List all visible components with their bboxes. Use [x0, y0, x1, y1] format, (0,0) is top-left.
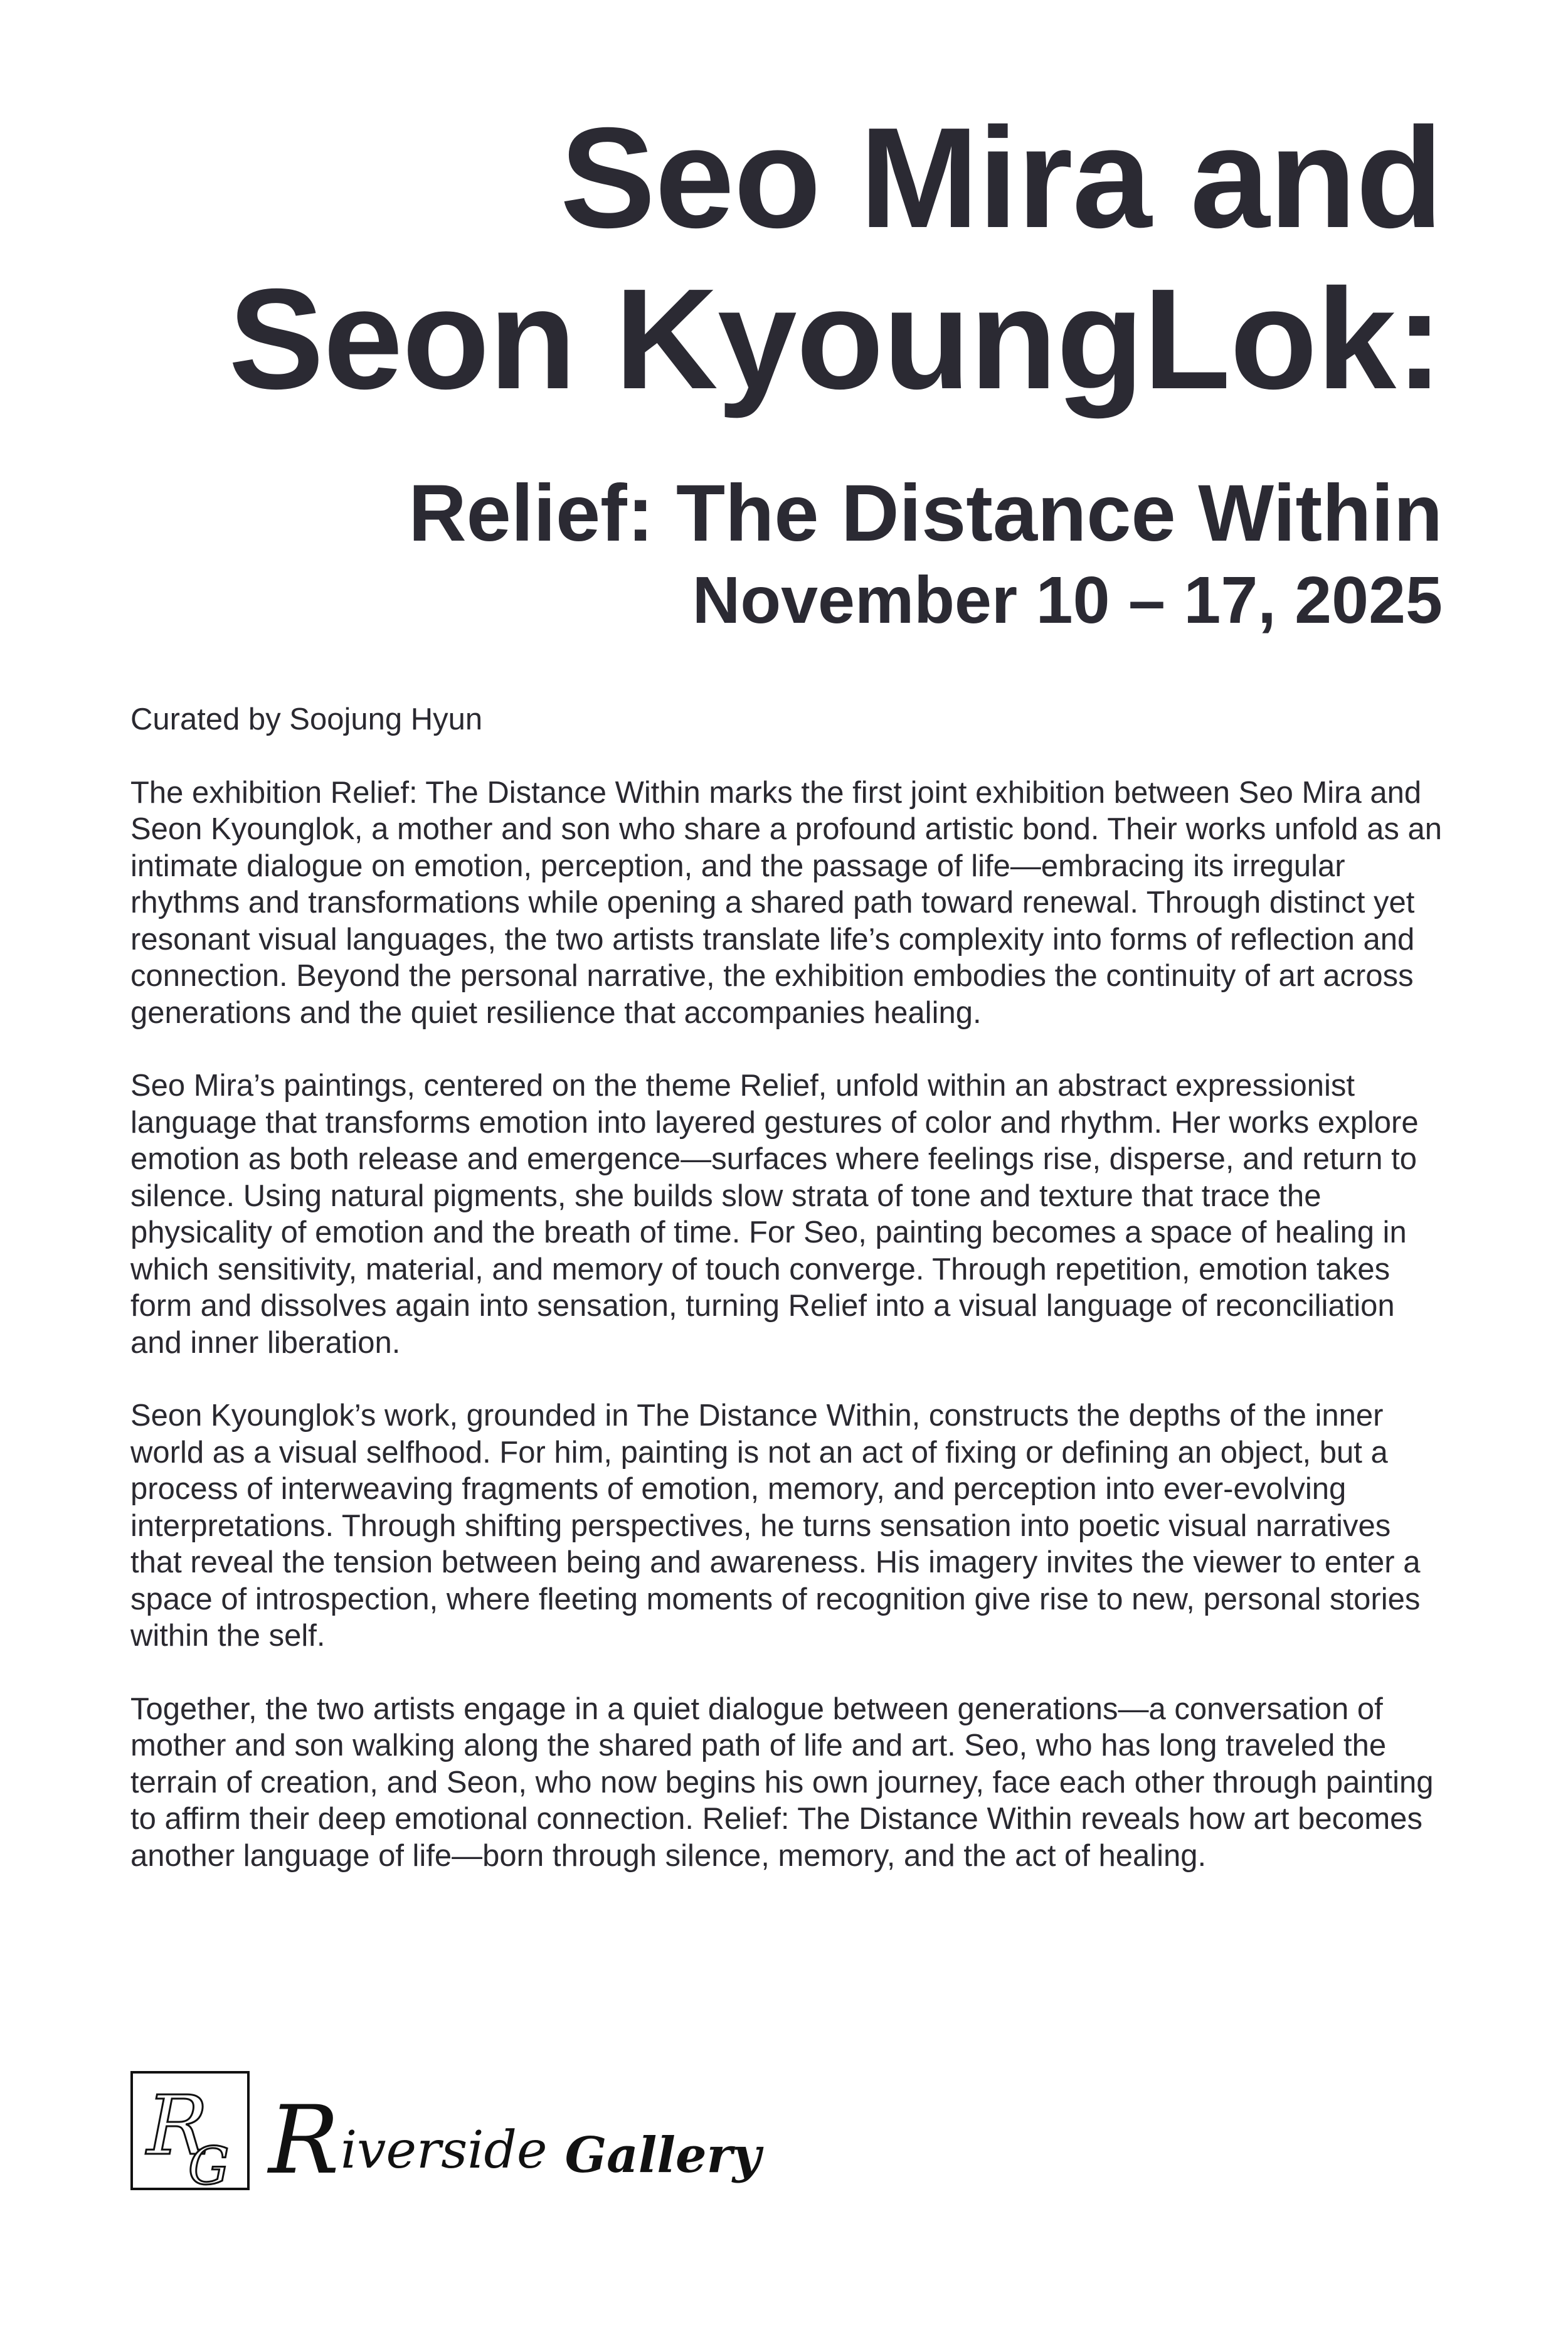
- svg-text:R: R: [147, 2078, 208, 2173]
- exhibition-subtitle: Relief: The Distance Within: [408, 469, 1443, 558]
- gallery-name-initial: R: [268, 2086, 339, 2195]
- title-line-2: Seon KyoungLok:: [228, 260, 1443, 419]
- paragraph-seon-kyounglok: Seon Kyounglok’s work, grounded in The Distance Within, constructs the depths of the inner world as a visual selfhood. For him, painting is not an act of fixing or defining an object, but a process of interweaving fragments of emotion, memory, and perception into ever-evolving interpretations. Through shifting perspectives, he turns sensation into poetic visual narratives that reveal the tension between being and awareness. His imagery invites the viewer to enter a space of introspection, where fleeting moments of recognition give rise to new, personal stories within the self.: [130, 1399, 1421, 1653]
- curator-credit: Curated by Soojung Hyun: [130, 702, 483, 736]
- rg-monogram-icon: [133, 2074, 247, 2188]
- gallery-name: [268, 2086, 761, 2195]
- paragraph-seo-mira: Seo Mira’s paintings, centered on the theme Relief, unfold within an abstract expressionist language that transforms emotion into layered gestures of color and rhythm. Her works explore emotion as both release and emergence—surfaces where feelings rise, disperse, and return to silence. Using natural pigments, she builds slow strata of tone and texture that trace the physicality of emotion and the breath of time. For Seo, painting becomes a space of healing in which sensitivity, material, and memory of touch converge. Through repetition, emotion takes form and dissolves again into sensation, turning Relief into a visual language of reconciliation and inner liberation.: [130, 1069, 1419, 1360]
- exhibition-dates: November 10 – 17, 2025: [692, 563, 1443, 637]
- body-text: [130, 701, 1448, 1910]
- svg-text:G: G: [188, 2137, 230, 2188]
- gallery-logo: [130, 2071, 250, 2190]
- title-line-1: Seo Mira and: [560, 98, 1443, 258]
- gallery-name-rest: iverside: [340, 2121, 548, 2180]
- paragraph-intro: The exhibition Relief: The Distance Within marks the first joint exhibition between Seo Mira and Seon Kyounglok, a mother and son who share a profound artistic bond. Their works unfold as an intimate dialogue on emotion, perception, and the passage of life—embracing its irregular rhythms and transformations while opening a shared path toward renewal. Through distinct yet resonant visual languages, the two artists translate life’s complexity into forms of reflection and connection. Beyond the personal narrative, the exhibition embodies the continuity of art across generations and the quiet resilience that accompanies healing.: [130, 775, 1443, 1030]
- gallery-footer: [130, 2065, 761, 2195]
- gallery-name-word: Gallery: [564, 2127, 761, 2184]
- paragraph-together: Together, the two artists engage in a quiet dialogue between generations—a conversation of mother and son walking along the shared path of life and art. Seo, who has long traveled the terrain of creation, and Seon, who now begins his own journey, face each other through painting to affirm their deep emotional connection. Relief: The Distance Within reveals how art becomes another language of life—born through silence, memory, and the act of healing.: [130, 1692, 1434, 1873]
